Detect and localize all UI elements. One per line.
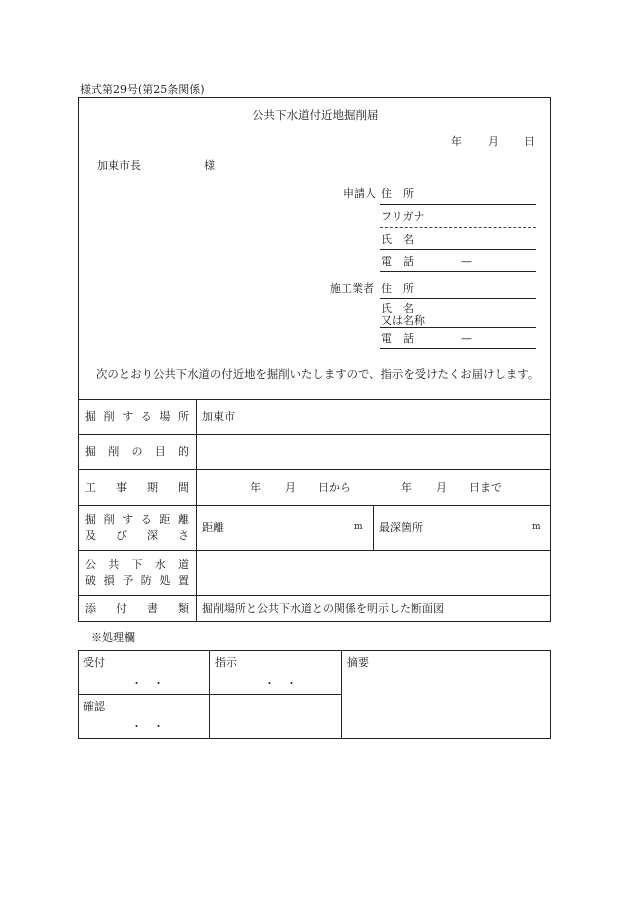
applicant-label: 申請人 [343, 187, 376, 200]
attachment-value: 掘削場所と公共下水道との関係を明示した断面図 [202, 602, 444, 615]
applicant-phone-label: 電 話 [381, 255, 414, 268]
location-value: 加東市 [202, 410, 235, 423]
applicant-address-line [380, 204, 536, 205]
form-title: 公共下水道付近地掘削届 [252, 108, 379, 122]
received-dots: ・ ・ [131, 677, 164, 690]
period-month-2: 月 [436, 481, 447, 494]
distance-depth-label-1: 掘 削 す る 距 離 [85, 513, 189, 526]
period-label: 工 事 期 間 [85, 481, 189, 494]
contractor-address-label: 住 所 [381, 282, 414, 295]
summary-label: 摘要 [347, 656, 369, 669]
period-month-1: 月 [285, 481, 296, 494]
row-divider-4 [78, 550, 551, 551]
processing-row-divider [78, 694, 342, 695]
received-label: 受付 [83, 656, 105, 669]
applicant-furigana-label: フリガナ [381, 210, 425, 223]
period-day-2: 日まで [469, 481, 502, 494]
attachment-label: 添 付 書 類 [85, 602, 189, 615]
contractor-name-line [380, 327, 536, 328]
period-year-2: 年 [401, 481, 412, 494]
distance-depth-label-2: 及 び 深 さ [85, 529, 189, 542]
date-month: 月 [488, 135, 499, 148]
depth-label: 最深箇所 [379, 521, 423, 534]
processing-title: ※処理欄 [91, 631, 135, 644]
depth-unit: m [532, 522, 541, 532]
applicant-furigana-line [380, 227, 536, 228]
addressee-honorific: 様 [204, 159, 215, 172]
contractor-name-label-2: 又は名称 [381, 314, 425, 327]
prevention-label-1: 公 共 下 水 道 [85, 558, 189, 571]
addressee-name: 加東市長 [97, 159, 141, 172]
form-number: 様式第29号(第25条関係) [80, 83, 205, 96]
location-label: 掘 削 す る 場 所 [85, 410, 189, 423]
period-year-1: 年 [250, 481, 261, 494]
applicant-phone-line [380, 271, 536, 272]
confirm-label: 確認 [83, 700, 105, 713]
applicant-name-label: 氏 名 [381, 233, 414, 246]
label-column-divider [196, 399, 197, 622]
prevention-label-2: 破 損 予 防 処 置 [85, 574, 189, 587]
distance-unit: m [354, 522, 363, 532]
row-divider-3 [78, 505, 551, 506]
applicant-phone-dash: — [461, 255, 472, 268]
row-divider-2 [78, 469, 551, 470]
confirm-dots: ・ ・ [131, 720, 164, 733]
distance-depth-divider [373, 505, 374, 550]
contractor-name-label: 氏 名 [381, 302, 414, 315]
applicant-address-label: 住 所 [381, 187, 414, 200]
date-day: 日 [524, 135, 535, 148]
contractor-phone-label: 電 話 [381, 332, 414, 345]
date-year: 年 [451, 135, 462, 148]
row-divider-5 [78, 595, 551, 596]
instruction-dots: ・ ・ [264, 677, 297, 690]
table-top-line [78, 399, 551, 400]
contractor-phone-dash: — [461, 332, 472, 345]
distance-label: 距離 [202, 521, 224, 534]
intro-text: 次のとおり公共下水道の付近地を掘削いたしますので、指示を受けたくお届けします。 [96, 367, 540, 381]
contractor-label: 施工業者 [330, 282, 374, 295]
contractor-phone-line [380, 348, 536, 349]
form-outer-box [78, 97, 551, 622]
row-divider-1 [78, 434, 551, 435]
period-day-1: 日から [318, 481, 351, 494]
purpose-label: 掘 削 の 目 的 [85, 445, 189, 458]
applicant-name-line [380, 249, 536, 250]
contractor-address-line [380, 298, 536, 299]
instruction-label: 指示 [215, 656, 237, 669]
